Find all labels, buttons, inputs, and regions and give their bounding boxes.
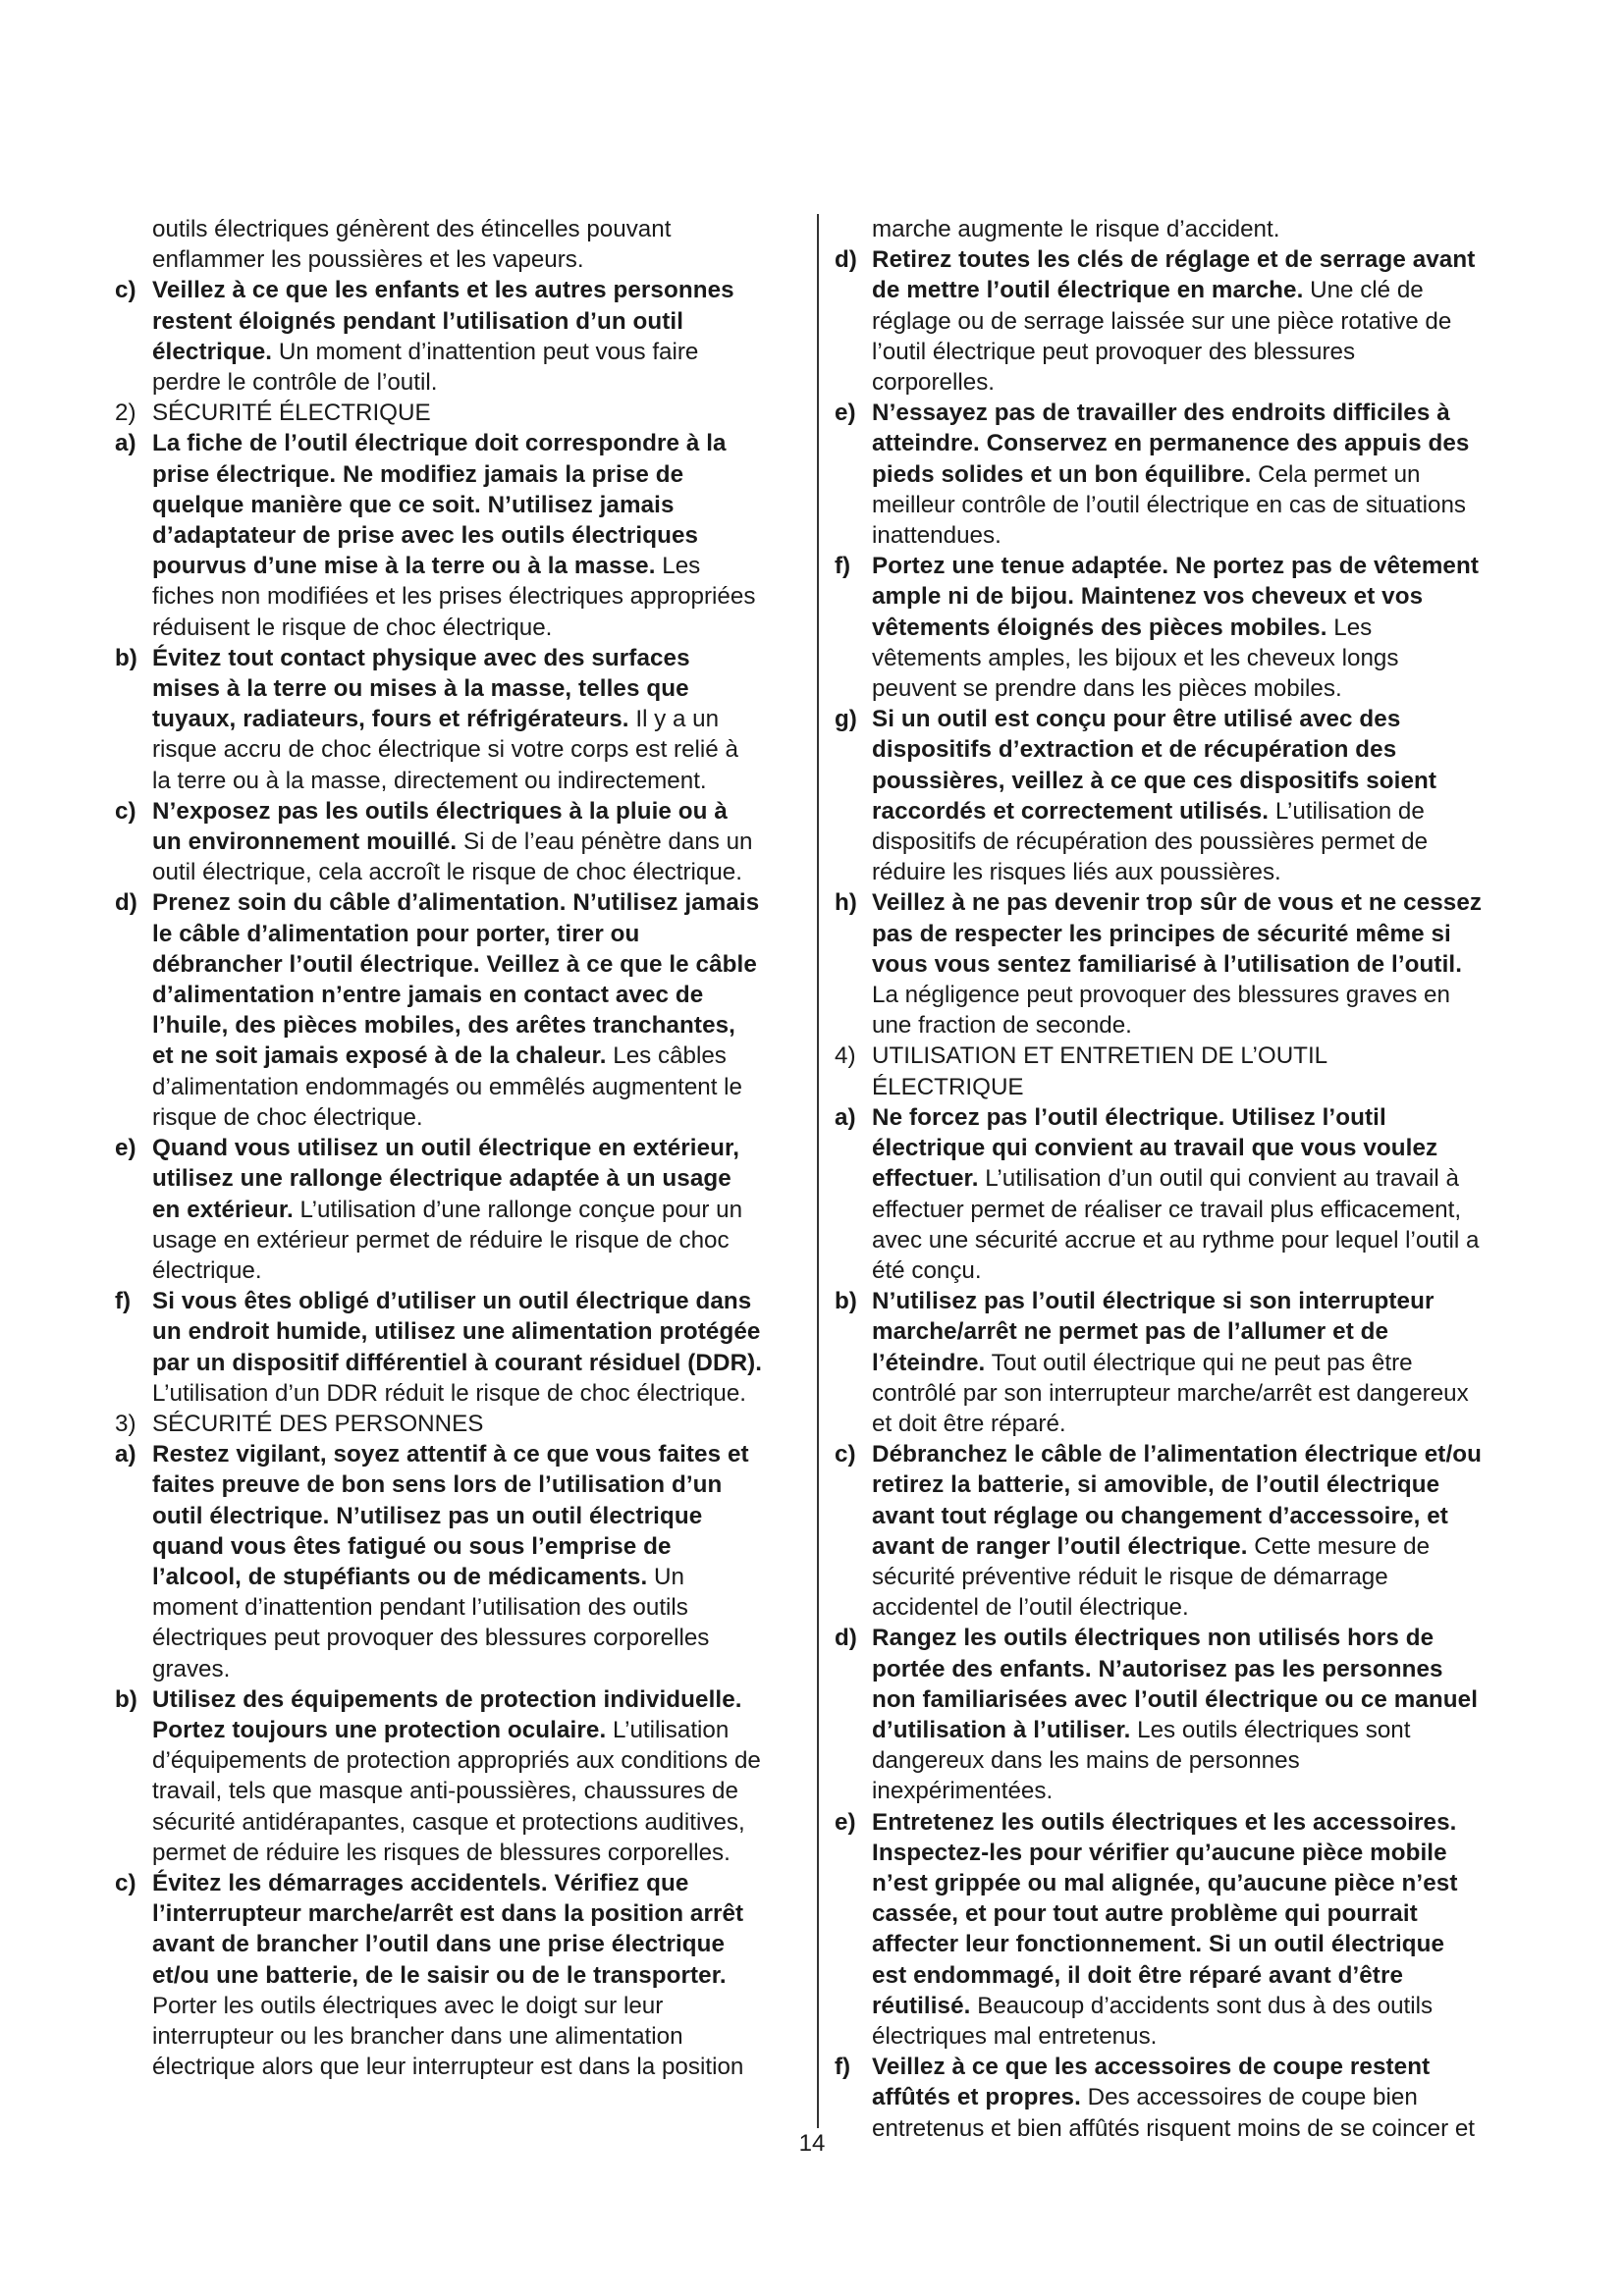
explanation-text: La négligence peut provoquer des blessures graves en une fraction de seconde.	[872, 982, 1450, 1040]
bold-instruction: Veillez à ce que les enfants et les autres personnes restent éloignés pendant l’utilisation d’un outil électrique.	[152, 277, 734, 365]
item-label: 3)	[115, 1410, 136, 1437]
section-heading-text: SÉCURITÉ DES PERSONNES	[152, 1410, 484, 1437]
explanation-text: Beaucoup d’accidents sont dus à des outils électriques mal entretenus.	[872, 1992, 1434, 2050]
list-item	[115, 1133, 763, 1286]
bold-instruction: Si vous êtes obligé d’utiliser un outil électrique dans un endroit humide, utilisez une alimentation protégée par un dispositif différentiel à courant résiduel (DDR).	[152, 1288, 763, 1376]
bold-instruction: Restez vigilant, soyez attentif à ce que vous faites et faites preuve de bon sens lors de l’utilisation d’un outil électrique. N’utilisez pas un outil électrique quand vous êtes fatigué ou sous l’emprise de l’alcool, de stupéfiants ou de médicaments.	[152, 1441, 749, 1590]
bold-instruction: Retirez toutes les clés de réglage et de serrage avant de mettre l’outil électrique en marche.	[872, 246, 1476, 304]
page-number: 14	[798, 2130, 826, 2157]
item-label: e)	[835, 1808, 856, 1836]
item-label: c)	[115, 277, 136, 304]
bold-instruction: Portez une tenue adaptée. Ne portez pas de vêtement ample ni de bijou. Maintenez vos cheveux et vos vêtements éloignés des pièces mobiles.	[872, 553, 1480, 641]
item-label: h)	[835, 889, 857, 917]
bold-instruction: Évitez les démarrages accidentels. Vérifiez que l’interrupteur marche/arrêt est dans la position arrêt avant de brancher l’outil dans une prise électrique et/ou une batterie, de le saisir ou de le transporter.	[152, 1869, 744, 1989]
list-item	[835, 1286, 1483, 1439]
section-heading-text: SÉCURITÉ ÉLECTRIQUE	[152, 400, 431, 427]
bold-instruction: Si un outil est conçu pour être utilisé avec des dispositifs d’extraction et de récupération des poussières, veillez à ce que ces dispositifs soient raccordés et correctement utilisés.	[872, 706, 1437, 825]
continuation-paragraph	[115, 214, 763, 275]
explanation-text: L’utilisation d’un DDR réduit le risque de choc électrique.	[152, 1379, 747, 1407]
bold-instruction: N’essayez pas de travailler des endroits difficiles à atteindre. Conservez en permanence des appuis des pieds solides et un bon équilibre.	[872, 400, 1470, 488]
item-label: b)	[115, 1685, 137, 1713]
list-item	[115, 1439, 763, 1684]
list-item	[115, 796, 763, 888]
left-column	[115, 214, 763, 2082]
item-label: b)	[835, 1288, 857, 1315]
list-item	[115, 275, 763, 398]
item-label: d)	[835, 246, 857, 274]
explanation-text: Les fiches non modifiées et les prises électriques appropriées réduisent le risque de choc électrique.	[152, 553, 756, 641]
list-item	[835, 704, 1483, 887]
explanation-text: Un moment d’inattention peut vous faire perdre le contrôle de l’outil.	[152, 338, 699, 397]
bold-instruction: Entretenez les outils électriques et les accessoires. Inspectez-les pour vérifier qu’aucune pièce mobile n’est grippée ou mal alignée, qu’aucune pièce n’est cassée, et pour tout autre problème qui pourrait affecter leur fonctionnement. Si un outil électrique est endommagé, il doit être réparé avant d’être réutilisé.	[872, 1808, 1458, 2019]
item-label: b)	[115, 644, 137, 671]
item-label: c)	[835, 1441, 856, 1468]
explanation-text: Les câbles d’alimentation endommagés ou emmêlés augmentent le risque de choc électrique.	[152, 1042, 743, 1131]
item-label: f)	[115, 1288, 132, 1315]
bold-instruction: Évitez tout contact physique avec des surfaces mises à la terre ou mises à la masse, telles que tuyaux, radiateurs, fours et réfrigérateurs.	[152, 644, 690, 733]
section-heading-text: UTILISATION ET ENTRETIEN DE L’OUTIL ÉLECTRIQUE	[872, 1042, 1327, 1100]
explanation-text: Il y a un risque accru de choc électrique si votre corps est relié à la terre ou à la masse, directement ou indirectement.	[152, 706, 738, 794]
item-label: e)	[835, 400, 856, 427]
list-item	[835, 1623, 1483, 1806]
item-label: f)	[835, 2054, 851, 2081]
explanation-text: Porter les outils électriques avec le doigt sur leur interrupteur ou les brancher dans une alimentation électrique alors que leur interrupteur est dans la position	[152, 1992, 744, 2081]
bold-instruction: Débranchez le câble de l’alimentation électrique et/ou retirez la batterie, si amovible, de l’outil électrique avant tout réglage ou changement d’accessoire, et avant de ranger l’outil électrique.	[872, 1441, 1483, 1560]
list-item	[835, 1439, 1483, 1623]
explanation-text: Tout outil électrique qui ne peut pas être contrôlé par son interrupteur marche/arrêt est dangereux et doit être réparé.	[872, 1349, 1469, 1437]
explanation-text: outils électriques génèrent des étincelles pouvant enflammer les poussières et les vapeurs.	[152, 216, 672, 274]
section-heading	[835, 1041, 1483, 1101]
bold-instruction: Veillez à ne pas devenir trop sûr de vous et ne cessez pas de respecter les principes de sécurité même si vous vous sentez familiarisé à l’utilisation de l’outil.	[872, 889, 1483, 978]
list-item	[115, 428, 763, 642]
list-item	[835, 887, 1483, 1041]
section-heading	[115, 398, 763, 428]
right-column	[835, 214, 1483, 2144]
list-item	[835, 1102, 1483, 1286]
list-item	[115, 643, 763, 796]
continuation-paragraph	[835, 214, 1483, 244]
explanation-text: Une clé de réglage ou de serrage laissée sur une pièce rotative de l’outil électrique peut provoquer des blessures corporelles.	[872, 277, 1452, 397]
bold-instruction: N’utilisez pas l’outil électrique si son interrupteur marche/arrêt ne permet pas de l’allumer et de l’éteindre.	[872, 1288, 1435, 1376]
item-label: f)	[835, 553, 851, 580]
list-item	[115, 1684, 763, 1868]
item-label: g)	[835, 706, 857, 733]
item-label: a)	[115, 430, 136, 457]
explanation-text: marche augmente le risque d’accident.	[872, 216, 1280, 242]
list-item	[835, 1807, 1483, 2053]
item-label: e)	[115, 1135, 136, 1162]
bold-instruction: Quand vous utilisez un outil électrique en extérieur, utilisez une rallonge électrique adaptée à un usage en extérieur.	[152, 1135, 740, 1223]
explanation-text: L’utilisation d’équipements de protection appropriés aux conditions de travail, tels que masque anti-poussières, chaussures de sécurité antidérapantes, casque et protections auditives, permet de réduire les risques de blessures corporelles.	[152, 1716, 761, 1866]
column-divider	[817, 214, 819, 2128]
explanation-text: Un moment d’inattention pendant l’utilisation des outils électriques peut provoquer des blessures corporelles graves.	[152, 1563, 710, 1682]
list-item	[835, 398, 1483, 551]
item-label: a)	[835, 1103, 856, 1131]
list-item	[835, 551, 1483, 704]
bold-instruction: Prenez soin du câble d’alimentation. N’utilisez jamais le câble d’alimentation pour porter, tirer ou débrancher l’outil électrique. Veillez à ce que le câble d’alimentation n’entre jamais en contact avec de l’huile, des pièces mobiles, des arêtes tranchantes, et ne soit jamais exposé à de la chaleur.	[152, 889, 760, 1070]
list-item	[115, 1286, 763, 1409]
item-label: 2)	[115, 400, 136, 427]
item-label: d)	[115, 889, 137, 917]
bold-instruction: Utilisez des équipements de protection individuelle. Portez toujours une protection oculaire.	[152, 1685, 742, 1743]
bold-instruction: N’exposez pas les outils électriques à la pluie ou à un environnement mouillé.	[152, 797, 728, 856]
bold-instruction: Ne forcez pas l’outil électrique. Utilisez l’outil électrique qui convient au travail que vous voulez effectuer.	[872, 1103, 1438, 1193]
explanation-text: L’utilisation d’une rallonge conçue pour un usage en extérieur permet de réduire le risque de choc électrique.	[152, 1196, 743, 1284]
item-label: c)	[115, 797, 136, 825]
explanation-text: L’utilisation d’un outil qui convient au travail à effectuer permet de réaliser ce travail plus efficacement, avec une sécurité accrue et au rythme pour lequel l’outil a été conçu.	[872, 1165, 1480, 1284]
list-item	[115, 887, 763, 1133]
bold-instruction: Veillez à ce que les accessoires de coupe restent affûtés et propres.	[872, 2054, 1431, 2111]
list-item	[835, 244, 1483, 398]
bold-instruction: Rangez les outils électriques non utilisés hors de portée des enfants. N’autorisez pas les personnes non familiarisées avec l’outil électrique ou ce manuel d’utilisation à l’utiliser.	[872, 1625, 1479, 1743]
explanation-text: Les outils électriques sont dangereux dans les mains de personnes inexpérimentées.	[872, 1716, 1411, 1805]
bold-instruction: La fiche de l’outil électrique doit correspondre à la prise électrique. Ne modifiez jamais la prise de quelque manière que ce soit. N’utilisez jamais d’adaptateur de prise avec les outils électriques pourvus d’une mise à la terre ou à la masse.	[152, 430, 727, 580]
section-heading	[115, 1409, 763, 1439]
explanation-text: Cela permet un meilleur contrôle de l’outil électrique en cas de situations inattendues.	[872, 460, 1467, 550]
explanation-text: L’utilisation de dispositifs de récupération des poussières permet de réduire les risques liés aux poussières.	[872, 797, 1429, 886]
item-label: d)	[835, 1625, 857, 1652]
item-label: 4)	[835, 1042, 856, 1070]
list-item	[115, 1868, 763, 2082]
explanation-text: Si de l’eau pénètre dans un outil électrique, cela accroît le risque de choc électrique.	[152, 828, 753, 886]
item-label: c)	[115, 1869, 136, 1896]
explanation-text: Les vêtements amples, les bijoux et les cheveux longs peuvent se prendre dans les pièces mobiles.	[872, 614, 1399, 703]
explanation-text: Des accessoires de coupe bien entretenus et bien affûtés risquent moins de se coincer et	[872, 2084, 1476, 2142]
explanation-text: Cette mesure de sécurité préventive réduit le risque de démarrage accidentel de l’outil électrique.	[872, 1532, 1431, 1622]
item-label: a)	[115, 1441, 136, 1468]
